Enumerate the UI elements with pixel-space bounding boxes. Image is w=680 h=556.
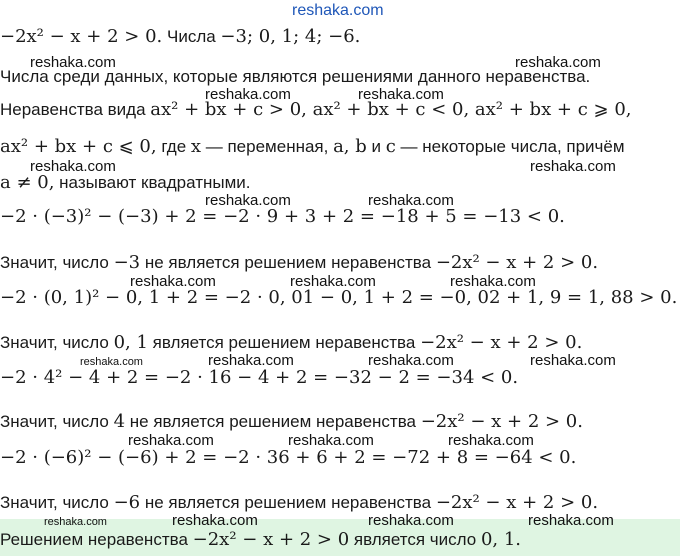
answer-number: 0, 1. xyxy=(480,529,522,550)
problem-statement xyxy=(0,26,360,48)
watermark: reshaka.com xyxy=(30,54,116,71)
watermark: reshaka.com xyxy=(130,273,216,290)
watermark: reshaka.com xyxy=(450,273,536,290)
watermark: reshaka.com xyxy=(205,192,291,209)
inequality: −2x² − x + 2 > 0. xyxy=(435,492,599,513)
watermark: reshaka.com xyxy=(528,512,614,529)
watermark: reshaka.com xyxy=(288,432,374,449)
var-ab: a, b xyxy=(333,136,367,157)
text: и xyxy=(366,137,386,156)
calculation: −2 · (−6)² − (−6) + 2 = −2 · 36 + 6 + 2 = −72 + 8 = −64 < 0. xyxy=(0,447,577,468)
var-c: c xyxy=(385,136,396,157)
number: 4 xyxy=(113,411,126,432)
text: Неравенства вида xyxy=(0,100,151,119)
watermark: reshaka.com xyxy=(530,158,616,175)
text: является решением неравенства xyxy=(147,333,421,352)
watermark: reshaka.com xyxy=(30,158,116,175)
text: не является решением неравенства xyxy=(125,412,421,431)
text: называют квадратными. xyxy=(54,173,251,192)
inequality: −2x² − x + 2 > 0. xyxy=(420,411,583,432)
conclusion-minus-6 xyxy=(0,492,598,514)
numbers: −3; 0, 1; 4; −6. xyxy=(220,26,361,47)
number: −6 xyxy=(113,492,141,513)
text: где xyxy=(156,137,191,156)
number: 0, 1 xyxy=(113,332,148,353)
text: не является решением неравенства xyxy=(140,253,436,272)
final-answer xyxy=(0,529,521,551)
watermark: reshaka.com xyxy=(205,86,291,103)
condition: a ≠ 0, xyxy=(0,172,55,193)
text: Значит, число xyxy=(0,333,114,352)
definition-line-2 xyxy=(0,136,625,158)
calculation: −2 · (0, 1)² − 0, 1 + 2 = −2 · 0, 01 − 0, 1 + 2 = −0, 02 + 1, 9 = 1, 88 > 0. xyxy=(0,287,678,308)
watermark: reshaka.com xyxy=(358,86,444,103)
watermark: reshaka.com xyxy=(292,2,384,19)
text: — некоторые числа, причём xyxy=(395,137,625,156)
number: −3 xyxy=(113,252,141,273)
text: Значит, число xyxy=(0,253,114,272)
inequality: −2x² − x + 2 > 0. xyxy=(420,332,583,353)
calc-minus-6 xyxy=(0,447,576,469)
conclusion-0-1 xyxy=(0,332,582,354)
inequality: −2x² − x + 2 > 0 xyxy=(192,529,350,550)
watermark: reshaka.com xyxy=(515,54,601,71)
text: не является решением неравенства xyxy=(140,493,436,512)
calculation: −2 · 4² − 4 + 2 = −2 · 16 − 4 + 2 = −32 − 2 = −34 < 0. xyxy=(0,367,519,388)
text: является число xyxy=(349,530,481,549)
calc-4 xyxy=(0,367,518,389)
watermark: reshaka.com xyxy=(530,352,616,369)
text: Решением неравенства xyxy=(0,530,193,549)
watermark: reshaka.com xyxy=(368,192,454,209)
watermark: reshaka.com xyxy=(128,432,214,449)
text: Числа среди данных, которые являются решениями данного неравенства. xyxy=(0,67,591,86)
watermark: reshaka.com xyxy=(80,356,143,368)
text: Значит, число xyxy=(0,493,114,512)
text: — переменная, xyxy=(201,137,334,156)
calc-minus-3 xyxy=(0,206,565,228)
watermark: reshaka.com xyxy=(368,512,454,529)
watermark: reshaka.com xyxy=(172,512,258,529)
watermark: reshaka.com xyxy=(44,516,107,528)
var-x: x xyxy=(190,136,202,157)
conclusion-minus-3 xyxy=(0,252,598,274)
calculation: −2 · (−3)² − (−3) + 2 = −2 · 9 + 3 + 2 = −18 + 5 = −13 < 0. xyxy=(0,206,565,227)
inequality: −2x² − x + 2 > 0. xyxy=(435,252,599,273)
text: Числа xyxy=(162,27,221,46)
inequality: −2x² − x + 2 > 0. xyxy=(0,26,163,47)
definition-line-3 xyxy=(0,172,251,194)
calc-0-1 xyxy=(0,287,677,309)
conclusion-4 xyxy=(0,411,583,433)
definition-line-1 xyxy=(0,99,632,121)
watermark: reshaka.com xyxy=(368,352,454,369)
formulas: ax² + bx + c > 0, ax² + bx + c < 0, ax² + bx + c ⩾ 0, xyxy=(150,99,632,120)
watermark: reshaka.com xyxy=(208,352,294,369)
watermark: reshaka.com xyxy=(448,432,534,449)
text: Значит, число xyxy=(0,412,114,431)
task-text xyxy=(0,66,590,88)
formula: ax² + bx + c ⩽ 0, xyxy=(0,136,157,157)
watermark: reshaka.com xyxy=(290,273,376,290)
